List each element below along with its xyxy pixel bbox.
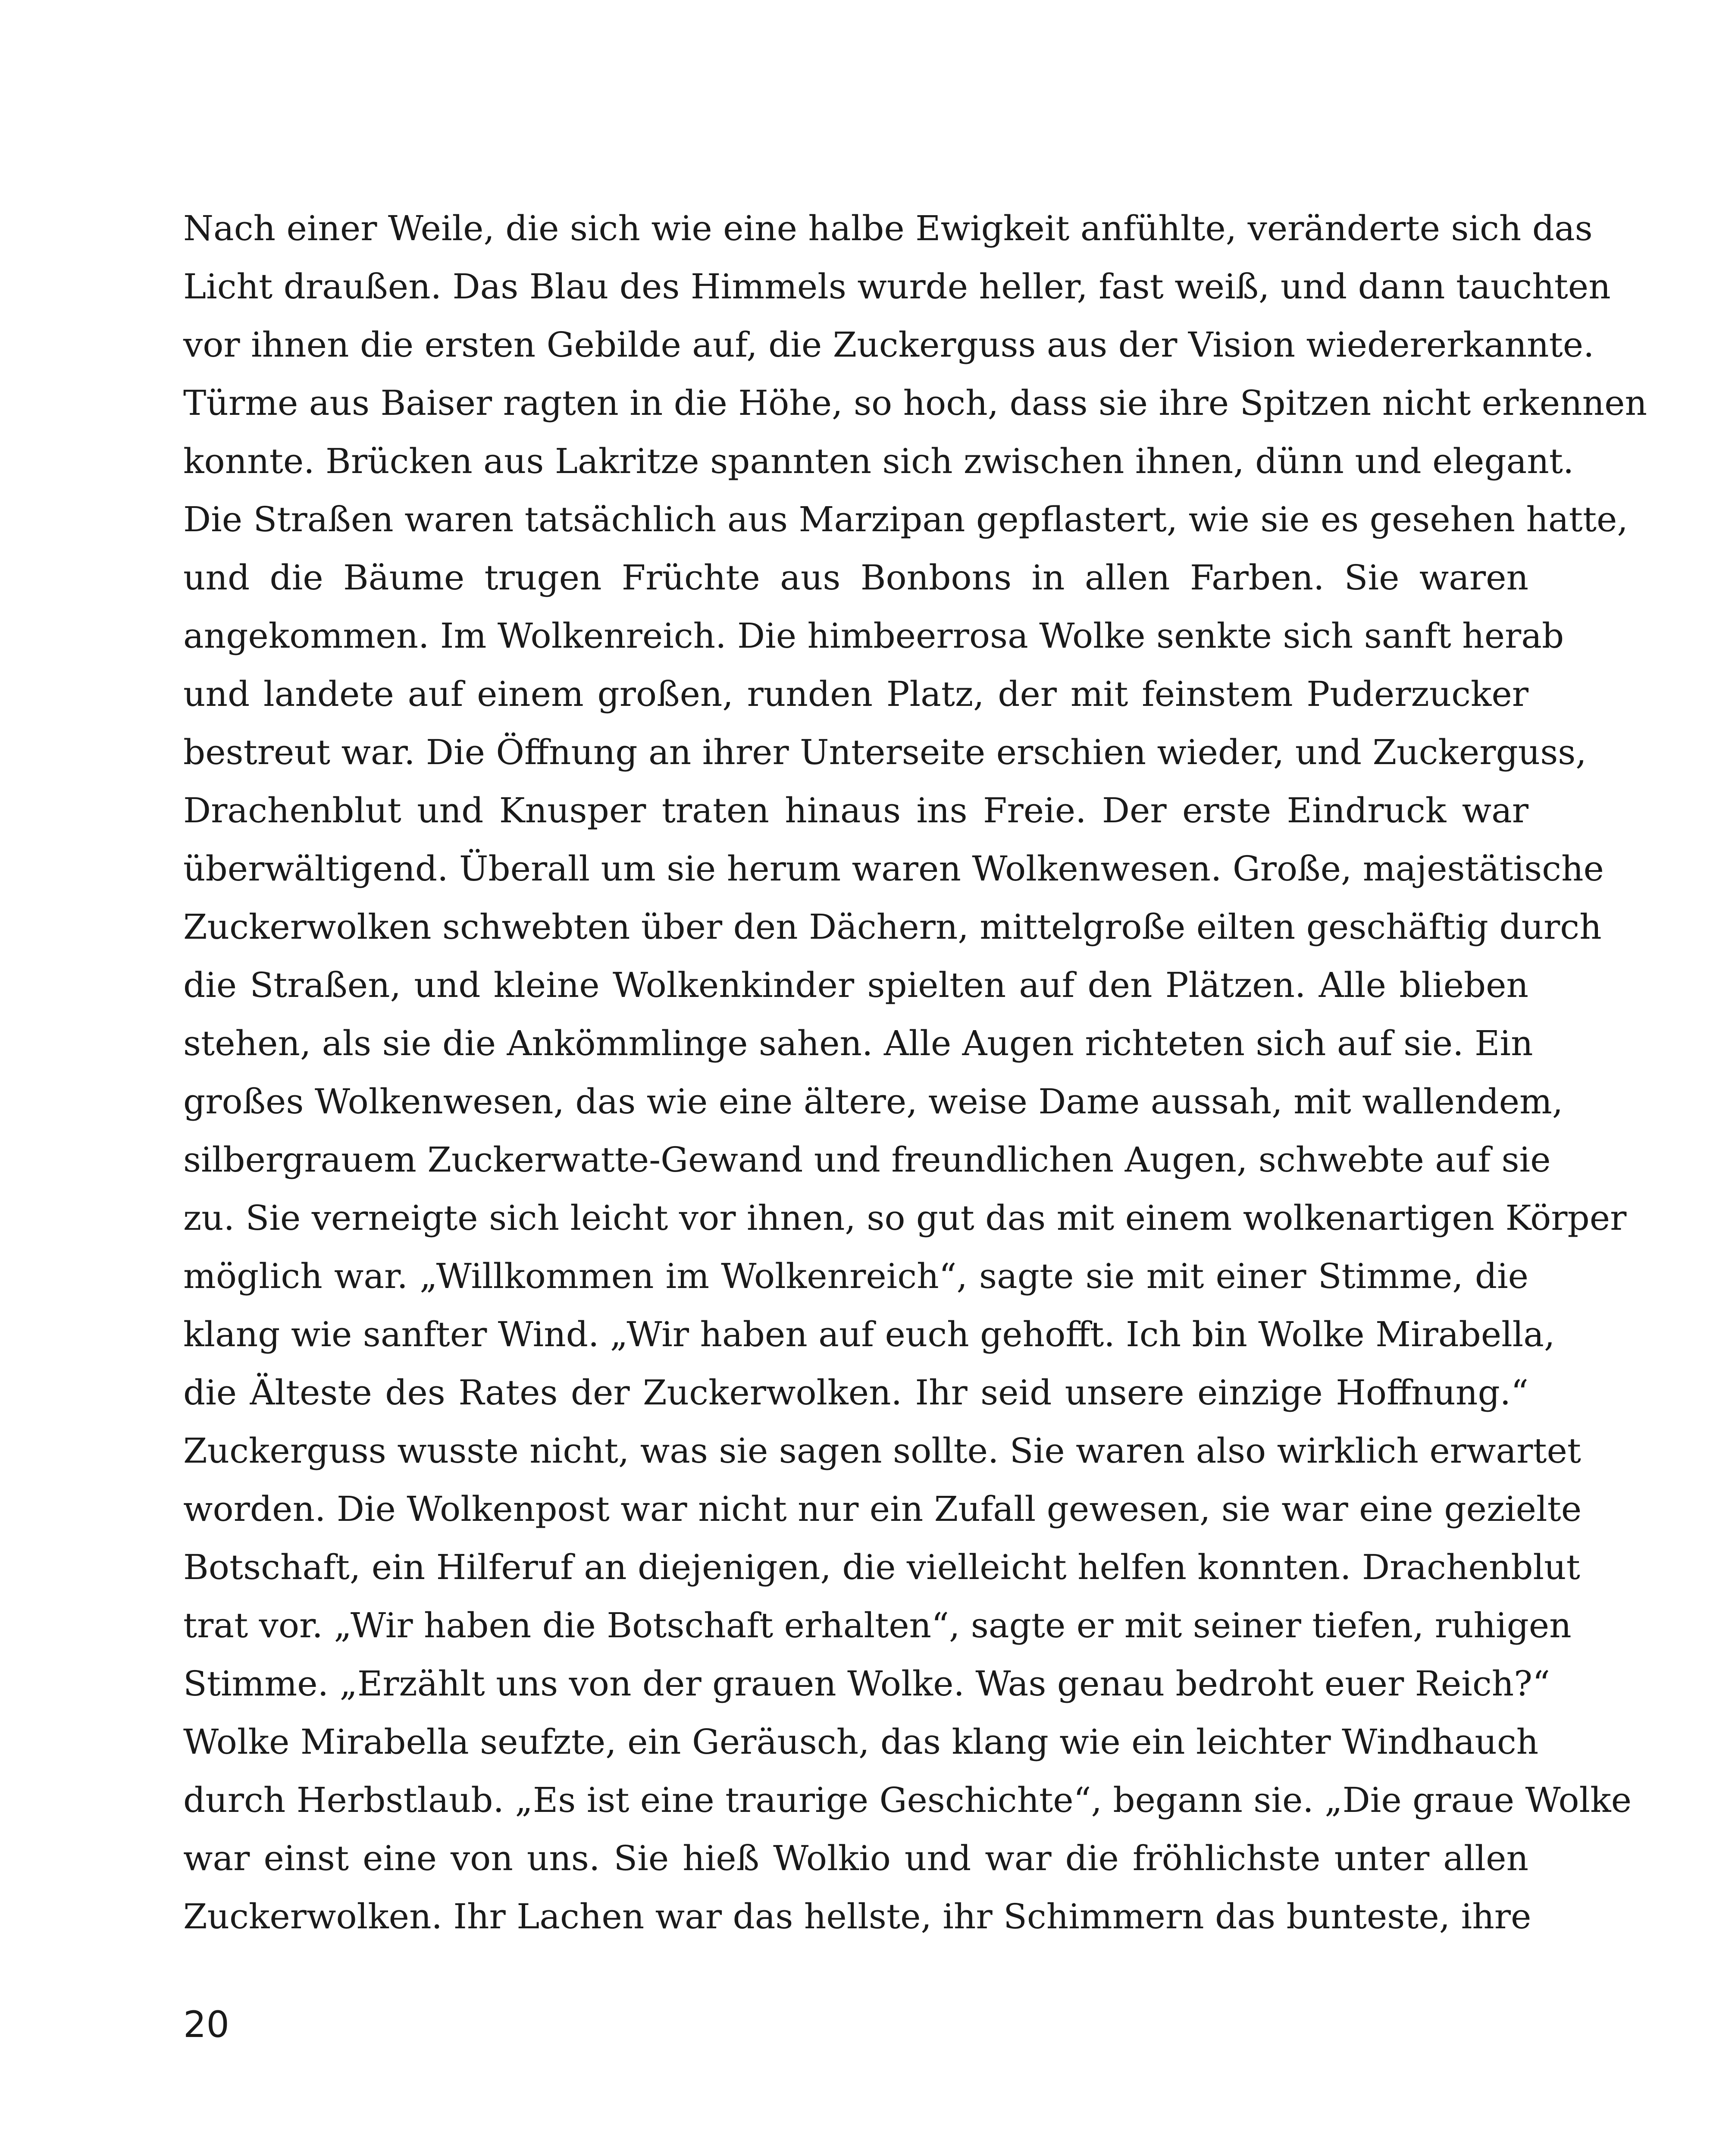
text-line: möglich war. „Willkommen im Wolkenreich“, sagte sie mit einer Stimme, die	[183, 1256, 1528, 1296]
text-line: großes Wolkenwesen, das wie eine ältere, weise Dame aussah, mit wallendem,	[183, 1081, 1563, 1122]
text-line: die Straßen, und kleine Wolkenkinder spielten auf den Plätzen. Alle blieben	[183, 965, 1528, 1005]
text-line: bestreut war. Die Öffnung an ihrer Unterseite erschien wieder, und Zuckerguss,	[183, 732, 1587, 772]
text-line: Wolke Mirabella seufzte, ein Geräusch, das klang wie ein leichter Windhauch	[183, 1722, 1539, 1762]
page-number: 20	[183, 2003, 229, 2046]
text-line: Stimme. „Erzählt uns von der grauen Wolke. Was genau bedroht euer Reich?“	[183, 1664, 1550, 1704]
text-line: klang wie sanfter Wind. „Wir haben auf euch gehofft. Ich bin Wolke Mirabella,	[183, 1314, 1555, 1354]
text-line: Drachenblut und Knusper traten hinaus ins Freie. Der erste Eindruck war	[183, 790, 1528, 830]
text-line: überwältigend. Überall um sie herum waren Wolkenwesen. Große, majestätische	[183, 849, 1604, 889]
text-line: durch Herbstlaub. „Es ist eine traurige Geschichte“, begann sie. „Die graue Wolke	[183, 1780, 1632, 1820]
text-line: Zuckerwolken schwebten über den Dächern, mittelgroße eilten geschäftig durch	[183, 907, 1602, 947]
text-line: zu. Sie verneigte sich leicht vor ihnen, so gut das mit einem wolkenartigen Körper	[183, 1198, 1627, 1238]
text-line: Zuckerwolken. Ihr Lachen war das hellste, ihr Schimmern das bunteste, ihre	[183, 1896, 1532, 1937]
text-line: Die Straßen waren tatsächlich aus Marzipan gepflastert, wie sie es gesehen hatte,	[183, 499, 1628, 539]
text-line: und landete auf einem großen, runden Platz, der mit feinstem Puderzucker	[183, 674, 1528, 714]
text-line: worden. Die Wolkenpost war nicht nur ein Zufall gewesen, sie war eine gezielte	[183, 1489, 1582, 1529]
text-line: vor ihnen die ersten Gebilde auf, die Zuckerguss aus der Vision wiedererkannte.	[183, 325, 1594, 365]
text-line: trat vor. „Wir haben die Botschaft erhalten“, sagte er mit seiner tiefen, ruhigen	[183, 1605, 1572, 1645]
text-line: Nach einer Weile, die sich wie eine halbe Ewigkeit anfühlte, veränderte sich das	[183, 208, 1593, 248]
text-line: Botschaft, ein Hilferuf an diejenigen, die vielleicht helfen konnten. Drachenblut	[183, 1547, 1580, 1587]
text-line: Türme aus Baiser ragten in die Höhe, so hoch, dass sie ihre Spitzen nicht erkennen	[183, 383, 1647, 423]
text-line: Licht draußen. Das Blau des Himmels wurde heller, fast weiß, und dann tauchten	[183, 266, 1611, 307]
text-line: angekommen. Im Wolkenreich. Die himbeerrosa Wolke senkte sich sanft herab	[183, 616, 1564, 656]
text-line: konnte. Brücken aus Lakritze spannten sich zwischen ihnen, dünn und elegant.	[183, 441, 1574, 481]
text-line: Zuckerguss wusste nicht, was sie sagen sollte. Sie waren also wirklich erwartet	[183, 1431, 1581, 1471]
text-line: stehen, als sie die Ankömmlinge sahen. Alle Augen richteten sich auf sie. Ein	[183, 1023, 1533, 1063]
text-line: und die Bäume trugen Früchte aus Bonbons in allen Farben. Sie waren	[183, 558, 1528, 598]
text-line: die Älteste des Rates der Zuckerwolken. Ihr seid unsere einzige Hoffnung.“	[183, 1373, 1528, 1413]
text-line: war einst eine von uns. Sie hieß Wolkio und war die fröhlichste unter allen	[183, 1838, 1528, 1878]
text-line: silbergrauem Zuckerwatte-Gewand und freundlichen Augen, schwebte auf sie	[183, 1140, 1551, 1180]
body-text	[183, 199, 1647, 1946]
